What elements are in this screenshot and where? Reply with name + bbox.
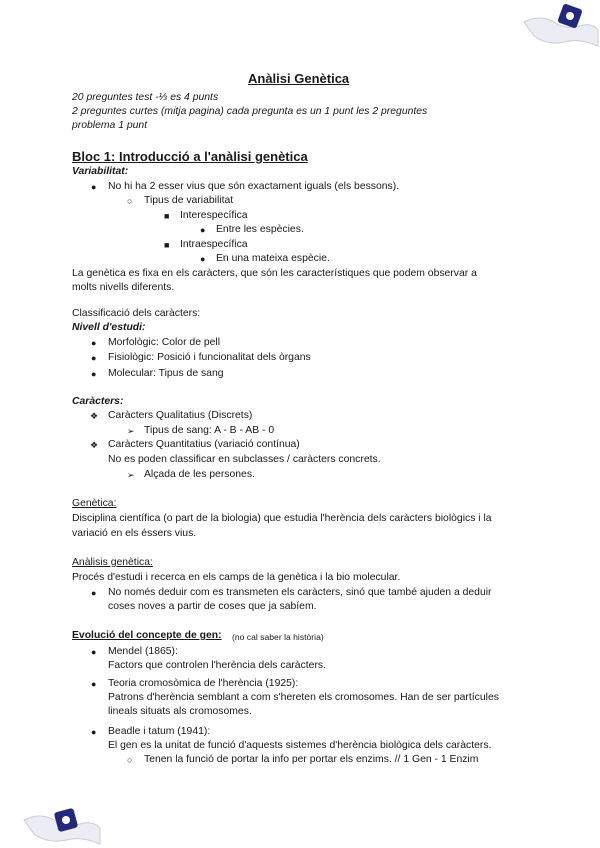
list-item: Factors que controlen l'herència dels caràcters. (108, 660, 326, 671)
bullet-dot-icon: ● (91, 588, 97, 598)
variabilitat-label: Variabilitat: (72, 166, 129, 177)
logo-bottom-left-icon (22, 802, 102, 848)
list-item: Tenen la funció de portar la info per portar els enzims. // 1 Gen - 1 Enzim (144, 754, 479, 765)
list-item: Morfològic: Color de pell (108, 337, 221, 348)
bullet-dot-icon: ● (91, 182, 97, 192)
nivell-label: Nivell d'estudi: (72, 322, 146, 333)
bullet-dot-icon: ● (91, 647, 97, 657)
caracters-label: Caràcters: (72, 396, 124, 407)
list-item: Mendel (1865): (108, 646, 178, 657)
list-item: Intraespecífica (180, 239, 248, 250)
bullet-dot-icon: ● (200, 254, 206, 264)
bullet-dot-icon: ● (91, 369, 97, 379)
list-item: Alçada de les persones. (144, 469, 255, 480)
bullet-diamond-icon: ❖ (90, 440, 99, 450)
bullet-dot-icon: ● (91, 353, 97, 363)
list-item: Molecular: Tipus de sang (108, 368, 224, 379)
list-item: Caràcters Quantitatius (variació contínua) (108, 439, 300, 450)
paragraph-line: La genètica es fixa en els caràcters, que són les característiques que podem observar a (72, 268, 477, 279)
list-item: Patrons d'herència semblant a com s'hereten els cromosomes. Han de ser partícules (108, 692, 499, 703)
paragraph-line: variació en els éssers vius. (72, 528, 197, 539)
list-item: Tipus de sang: A - B - AB - 0 (144, 425, 275, 436)
exam-info-line: 20 preguntes test -⅓ es 4 punts (72, 92, 219, 103)
list-item: coses noves a partir de coses que ja sabíem. (108, 601, 317, 612)
bullet-dot-icon: ● (200, 225, 206, 235)
evolucio-note: (no cal saber la història) (232, 632, 324, 642)
list-item: Caràcters Qualitatius (Discrets) (108, 410, 253, 421)
list-item: En una mateixa espècie. (216, 253, 330, 264)
classificacio-label: Classificació dels caràcters: (72, 308, 201, 319)
bullet-circle-icon: ○ (127, 196, 133, 206)
list-item: Interespecífica (180, 210, 248, 221)
bullet-dot-icon: ● (91, 338, 97, 348)
bullet-square-icon: ■ (164, 240, 170, 250)
list-item: Fisiològic: Posició i funcionalitat dels òrgans (108, 352, 311, 363)
list-item: Entre les espècies. (216, 224, 304, 235)
list-item: No hi ha 2 esser vius que són exactament iguals (els bessons). (108, 181, 400, 192)
paragraph-line: molts nivells diferents. (72, 282, 175, 293)
bullet-diamond-icon: ❖ (90, 411, 99, 421)
list-item: No només deduir com es transmeten els caràcters, sinó que també ajuden a deduir (108, 587, 492, 598)
section-heading: Bloc 1: Introducció a l'anàlisi genètica (72, 149, 308, 164)
bullet-arrow-icon: ➢ (127, 470, 135, 480)
bullet-dot-icon: ● (91, 727, 97, 737)
bullet-arrow-icon: ➢ (127, 426, 135, 436)
evolucio-label: Evolució del concepte de gen: (72, 630, 222, 641)
list-item: Beadle i tatum (1941): (108, 726, 211, 737)
page-title: Anàlisi Genètica (248, 71, 350, 86)
list-item: No es poden classificar en subclasses / caràcters concrets. (108, 454, 381, 465)
list-item: Teoria cromosòmica de l'herència (1925): (108, 678, 299, 689)
analisi-label: Anàlisis genètica: (72, 557, 153, 568)
bullet-dot-icon: ● (91, 679, 97, 689)
bullet-square-icon: ■ (164, 211, 170, 221)
paragraph-line: Disciplina científica (o part de la biologia) que estudia l'herència dels caràcters biològics i la (72, 513, 492, 524)
genetica-label: Genètica: (72, 498, 117, 509)
exam-info-line: 2 preguntes curtes (mitja pagina) cada pregunta es un 1 punt les 2 preguntes (72, 106, 428, 117)
logo-top-right-icon (520, 0, 600, 50)
bullet-circle-icon: ○ (127, 755, 133, 765)
list-item: El gen es la unitat de funció d'aquests sistemes d'herència biològica dels caràcters. (108, 740, 492, 751)
exam-info-line: problema 1 punt (72, 120, 148, 131)
paragraph-line: Procés d'estudi i recerca en els camps de la genètica i la bio molecular. (72, 572, 401, 583)
list-item: lineals situats als cromosomes. (108, 706, 252, 717)
list-item: Tipus de variabilitat (144, 195, 234, 206)
